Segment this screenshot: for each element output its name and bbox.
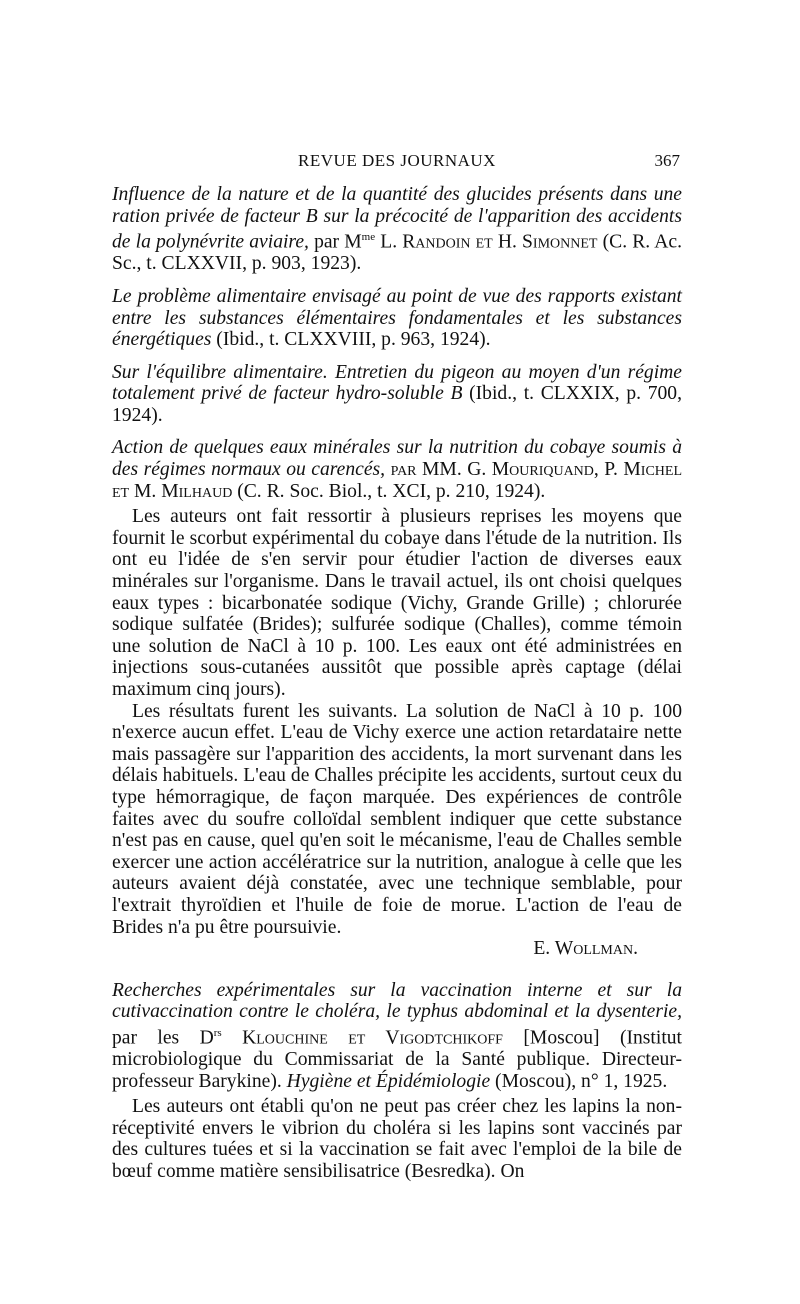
article-authors: Klouchine et Vigodtchikoff (221, 1027, 503, 1049)
signature: E. Wollman. (533, 938, 638, 960)
reference-entry (112, 184, 682, 275)
running-header (112, 148, 682, 180)
article-authors: par MM. G. Mouriquand, P. Michel et M. Milhaud (112, 459, 682, 502)
journal-name: Hygiène et Épidémiologie (281, 1070, 491, 1092)
article-title: Recherches expérimentales sur la vaccination interne et sur la cutivaccination contre le choléra, le typhus abdominal et la dysenterie, (112, 979, 682, 1023)
article-heading (112, 437, 682, 502)
reference-source: (Ibid., t. CLXXIX, p. 700, 1924). (112, 383, 682, 426)
body-paragraph: Les résultats furent les suivants. La solution de NaCl à 10 p. 100 n'exerce aucun effet. L'eau de Vichy exerce une action retardataire nette mais passagère sur l'apparition des accidents, la mort survenant dans les délais habituels. L'eau de Challes précipite les accidents, surtout ceux du type hémorragique, de façon marquée. Des expériences de contrôle faites avec du soufre colloïdal semblent indiquer que cette substance n'est pas en cause, quel qu'en soit le mécanisme, l'eau de Challes semble exercer une action accélératrice sur la nutrition, analogue à celle que les auteurs avaient déjà constatée, avec une technique semblable, pour l'extrait thyroïdien et l'huile de foie de morue. L'action de l'eau de Brides n'a pu être poursuivie. (112, 700, 682, 938)
body-paragraph: Les auteurs ont établi qu'on ne peut pas créer chez les lapins la non-réceptivité envers le vibrion du choléra si les lapins sont vaccinés par des cultures tuées et si la vaccination se fait avec l'emploi de la bile de bœuf comme matière sensibilisatrice (Besredka). On (112, 1096, 682, 1182)
page-number: 367 (654, 151, 680, 170)
reference-entry (112, 286, 682, 351)
reference-title: Sur l'équilibre alimentaire. Entretien du pigeon au moyen d'un régime totalement privé de facteur hydro-soluble B (112, 361, 682, 405)
title-superscript: me (361, 231, 376, 244)
article-authors-prefix: par les D (112, 1027, 214, 1049)
reference-source: (C. R. Ac. Sc., t. CLXXVII, p. 903, 1923). (112, 231, 682, 275)
article-heading (112, 980, 682, 1093)
article-affiliation: [Moscou] (Institut microbiologique du Commissariat de la Santé publique. Directeur-professeur Barykine). (112, 1027, 683, 1092)
article-source: (C. R. Soc. Biol., t. XCI, p. 210, 1924). (232, 480, 546, 502)
reference-source: (Ibid., t. CLXXVIII, p. 963, 1924). (211, 329, 491, 351)
reference-title: Influence de la nature et de la quantité des glucides présents dans une ration privée de facteur B sur la précocité de l'apparition des accidents de la polynévrite aviaire, (112, 184, 682, 253)
reference-title: Le problème alimentaire envisagé au point de vue des rapports existant entre les substances élémentaires fondamentales et les substances énergétiques (112, 285, 682, 351)
journal-page (112, 148, 682, 1183)
title-superscript: rs (213, 1026, 222, 1039)
article-title: Action de quelques eaux minérales sur la nutrition du cobaye soumis à des régimes normaux ou carencés, (112, 437, 682, 481)
reference-entry (112, 362, 682, 427)
reference-authors: L. Randoin et H. Simonnet (375, 231, 598, 253)
running-title: REVUE DES JOURNAUX (298, 151, 496, 170)
body-paragraph: Les auteurs ont fait ressortir à plusieurs reprises les moyens que fournit le scorbut expérimental du cobaye dans l'étude de la nutrition. Ils ont eu l'idée de s'en servir pour étudier l'action de diverses eaux minérales sur l'organisme. Dans le travail actuel, ils ont choisi quelques eaux types : bicarbonatée sodique (Vichy, Grande Grille) ; chlorurée sodique sulfatée (Brides); sulfurée sodique (Challes), comme témoin une solution de NaCl à 10 p. 100. Les eaux ont été administrées en injections sous-cutanées aussitôt que possible après captage (délai maximum cinq jours). (112, 506, 682, 700)
reference-authors-prefix: par M (308, 231, 362, 253)
journal-issue: (Moscou), n° 1, 1925. (490, 1070, 668, 1092)
